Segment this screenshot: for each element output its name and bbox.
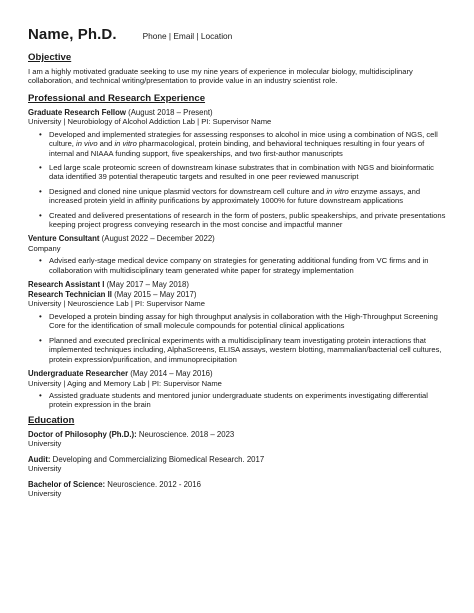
school-name: University (28, 439, 62, 449)
job-bullets (28, 256, 446, 275)
bullet-item: • Developed and implemented strategies for assessing responses to alcohol in mice using a combination of NGS, cell culture, in vivo and in vitro pharmacological, protein binding, and behavioral techniques resulting in four years of internal and NIAAA funding support, five speakerships, and two first-author manuscripts (49, 130, 446, 158)
job-organization: University | Aging and Memory Lab | PI: Supervisor Name (28, 378, 222, 388)
job-organization: University | Neuroscience Lab | PI: Supervisor Name (28, 299, 205, 309)
job-dates: (August 2018 – Present) (125, 107, 213, 117)
job-title: Venture Consultant (28, 234, 100, 244)
degree-detail: Developing and Commercializing Biomedical Research. 2017 (50, 454, 265, 464)
resume-header (28, 26, 446, 43)
job-organization: Company (28, 244, 61, 254)
degree-detail: Neuroscience. 2018 – 2023 (136, 429, 235, 439)
bullet-item: • Assisted graduate students and mentored junior undergraduate students on experiments investigating differential protein expression in the brain (49, 391, 446, 410)
experience-entry-graduate-research-fellow (28, 108, 446, 230)
contact-info: Phone | Email | Location (142, 31, 233, 41)
education-entry (28, 455, 446, 474)
degree-detail: Neuroscience. 2012 - 2016 (105, 479, 201, 489)
school-name: University (28, 489, 62, 499)
degree-name: Audit: (28, 454, 51, 464)
experience-entry-undergraduate-researcher (28, 369, 446, 410)
education-heading: Education (28, 414, 75, 426)
job-title: Research Assistant I (28, 280, 105, 290)
bullet-item: • Led large scale proteomic screen of downstream kinase substrates that in combination with NGS and bioinformatic data identified 39 potential therapeutic targets and resulted in one peer reviewed manuscript (49, 163, 446, 182)
job-bullets (28, 312, 446, 364)
job-dates: (May 2015 – May 2017) (111, 289, 197, 299)
school-name: University (28, 464, 62, 474)
experience-entry-research-assistant (28, 280, 446, 364)
candidate-name: Name, Ph.D. (28, 26, 117, 43)
bullet-item: • Created and delivered presentations of research in the form of posters, public speakerships, and private presentations keeping project progress conveying research in the most concise and impactful manner (49, 211, 446, 230)
bullet-item: • Planned and executed preclinical experiments with a multidisciplinary team investigating protein interactions that implemented techniques including, AlphaScreens, ELISA assays, western blotting, mammalian/bacterial cell cultures, protein expression/purification, and immunoprecipitation (49, 336, 446, 364)
experience-heading: Professional and Research Experience (28, 92, 206, 104)
objective-text: I am a highly motivated graduate seeking to use my nine years of experience in molecular biology, multidisciplinary collaboration, and technical writing/presentation to provide value in an industry scientist role. (28, 67, 413, 86)
job-dates: (May 2014 – May 2016) (128, 368, 213, 378)
job-bullets (28, 391, 446, 410)
education-entry (28, 480, 446, 499)
bullet-item: • Designed and cloned nine unique plasmid vectors for downstream cell culture and in vitro enzyme assays, and increased protein yield in affinity purifications by approximately 1000% for future downstream applications (49, 187, 446, 206)
job-bullets (28, 130, 446, 230)
objective-heading: Objective (28, 52, 72, 63)
degree-name: Doctor of Philosophy (Ph.D.): (28, 429, 137, 439)
job-dates: (August 2022 – December 2022) (99, 234, 215, 244)
job-title: Graduate Research Fellow (28, 107, 126, 117)
job-organization: University | Neurobiology of Alcohol Addiction Lab | PI: Supervisor Name (28, 117, 272, 127)
education-entry (28, 430, 446, 449)
bullet-item: • Developed a protein binding assay for high throughput analysis in collaboration with the High-Throughput Screening Core for the identification of small molecule compounds for potential clinical applications (49, 312, 446, 331)
degree-name: Bachelor of Science: (28, 479, 106, 489)
bullet-item: • Advised early-stage medical device company on strategies for generating additional funding from VC firms and in collaboration with multidisciplinary team generated white paper for strategy implementation (49, 256, 446, 275)
job-title: Undergraduate Researcher (28, 368, 129, 378)
job-dates: (May 2017 – May 2018) (104, 280, 189, 290)
experience-entry-venture-consultant (28, 234, 446, 275)
job-title: Research Technician II (28, 289, 112, 299)
